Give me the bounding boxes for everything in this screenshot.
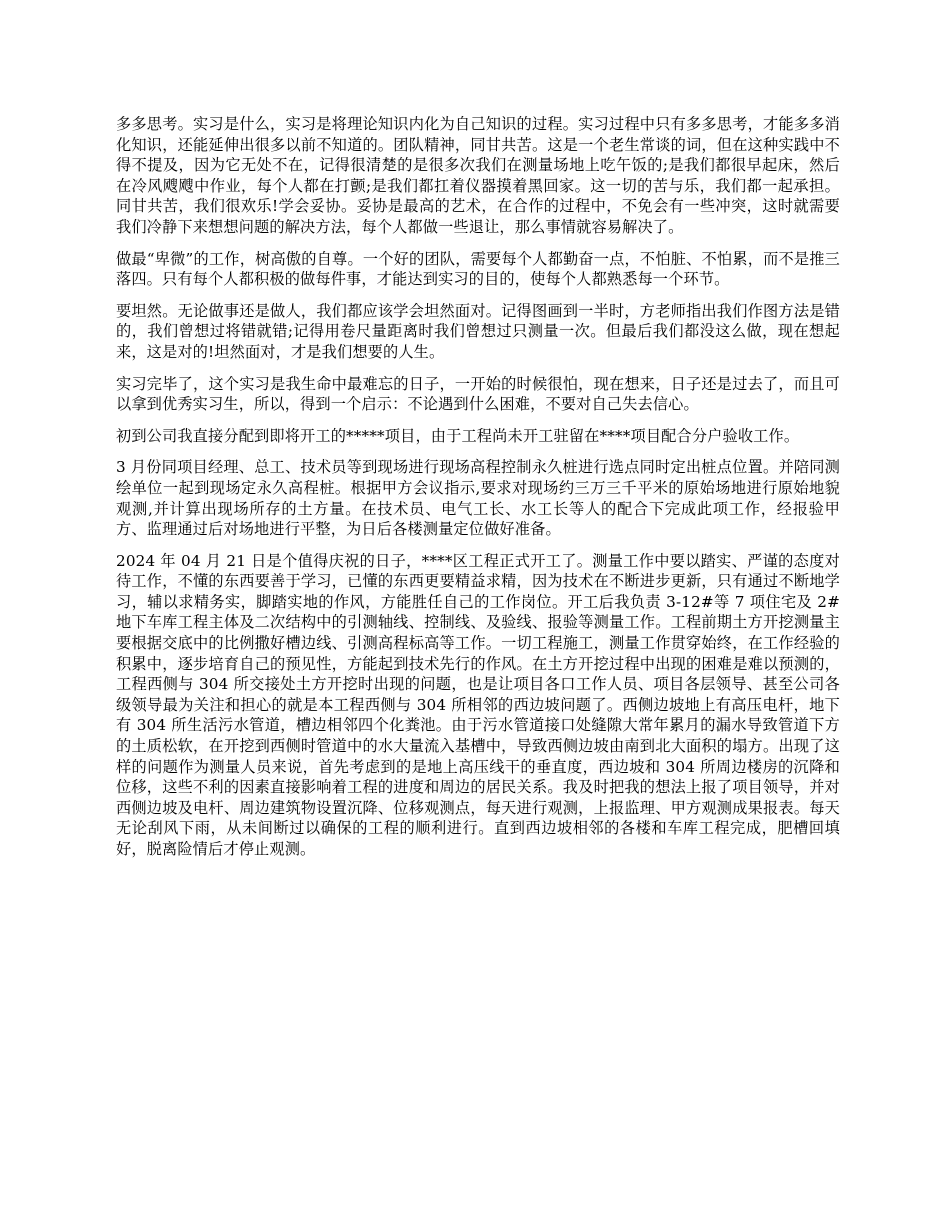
paragraph: 做最“卑微”的工作，树高傲的自尊。一个好的团队，需要每个人都勤奋一点，不怕脏、不怕累，而不是推三落四。只有每个人都积极的做每件事，才能达到实习的目的，使每个人都熟悉每一个环节。 xyxy=(116,249,840,289)
paragraph: 多多思考。实习是什么，实习是将理论知识内化为自己知识的过程。实习过程中只有多多思考，才能多多消化知识，还能延伸出很多以前不知道的。团队精神，同甘共苦。这是一个老生常谈的词，但在这种实践中不得不提及，因为它无处不在，记得很清楚的是很多次我们在测量场地上吃午饭的;是我们都很早起床，然后在冷风飕飕中作业，每个人都在打颤;是我们都扛着仪器摸着黑回家。这一切的苦与乐，我们都一起承担。同甘共苦，我们很欢乐!学会妥协。妥协是最高的艺术，在合作的过程中，不免会有一些冲突，这时就需要我们冷静下来想想问题的解决方法，每个人都做一些退让，那么事情就容易解决了。 xyxy=(116,115,840,236)
paragraph: 3 月份同项目经理、总工、技术员等到现场进行现场高程控制永久桩进行选点同时定出桩点位置。并陪同测绘单位一起到现场定永久高程桩。根据甲方会议指示,要求对现场约三万三千平米的原始场地进行原始地貌观测,并计算出现场所存的土方量。在技术员、电气工长、水工长等人的配合下完成此项工作，经报验甲方、监理通过后对场地进行平整，为日后各楼测量定位做好准备。 xyxy=(116,458,840,539)
paragraph: 要坦然。无论做事还是做人，我们都应该学会坦然面对。记得图画到一半时，方老师指出我们作图方法是错的，我们曾想过将错就错;记得用卷尺量距离时我们曾想过只测量一次。但最后我们都没这么做，现在想起来，这是对的!坦然面对，才是我们想要的人生。 xyxy=(116,301,840,361)
paragraph: 实习完毕了，这个实习是我生命中最难忘的日子，一开始的时候很怕，现在想来，日子还是过去了，而且可以拿到优秀实习生，所以，得到一个启示：不论遇到什么困难，不要对自己失去信心。 xyxy=(116,374,840,414)
paragraph: 2024 年 04 月 21 日是个值得庆祝的日子，****区工程正式开工了。测量工作中要以踏实、严谨的态度对待工作，不懂的东西要善于学习，已懂的东西更要精益求精，因为技术在不断进步更新，只有通过不断地学习，辅以求精务实，脚踏实地的作风，方能胜任自己的工作岗位。开工后我负责 3-12#等 7 项住宅及 2#地下车库工程主体及二次结构中的引测轴线、控制线、及验线、报验等测量工作。工程前期土方开挖测量主要根据交底中的比例撒好槽边线、引测高程标高等工作。一切工程施工，测量工作贯穿始终，在工作经验的积累中，逐步培育自己的预见性，方能起到技术先行的作风。在土方开挖过程中出现的困难是难以预测的，工程西侧与 304 所交接处土方开挖时出现的问题，也是让项目各口工作人员、项目各层领导、甚至公司各级领导最为关注和担心的就是本工程西侧与 304 所相邻的西边坡问题了。西侧边坡地上有高压电杆，地下有 304 所生活污水管道，槽边相邻四个化粪池。由于污水管道接口处缝隙大常年累月的漏水导致管道下方的土质松软，在开挖到西侧时管道中的水大量流入基槽中，导致西侧边坡由南到北大面积的塌方。出现了这样的问题作为测量人员来说，首先考虑到的是地上高压线干的垂直度，西边坡和 304 所周边楼房的沉降和位移，这些不利的因素直接影响着工程的进度和周边的居民关系。我及时把我的想法上报了项目领导，并对西侧边坡及电杆、周边建筑物设置沉降、位移观测点，每天进行观测，上报监理、甲方观测成果报表。每天无论刮风下雨，从未间断过以确保的工程的顺利进行。直到西边坡相邻的各楼和车库工程完成，肥槽回填好，脱离险情后才停止观测。 xyxy=(116,551,840,858)
paragraph: 初到公司我直接分配到即将开工的*****项目，由于工程尚未开工驻留在****项目配合分户验收工作。 xyxy=(116,426,800,445)
document-page xyxy=(116,114,840,871)
